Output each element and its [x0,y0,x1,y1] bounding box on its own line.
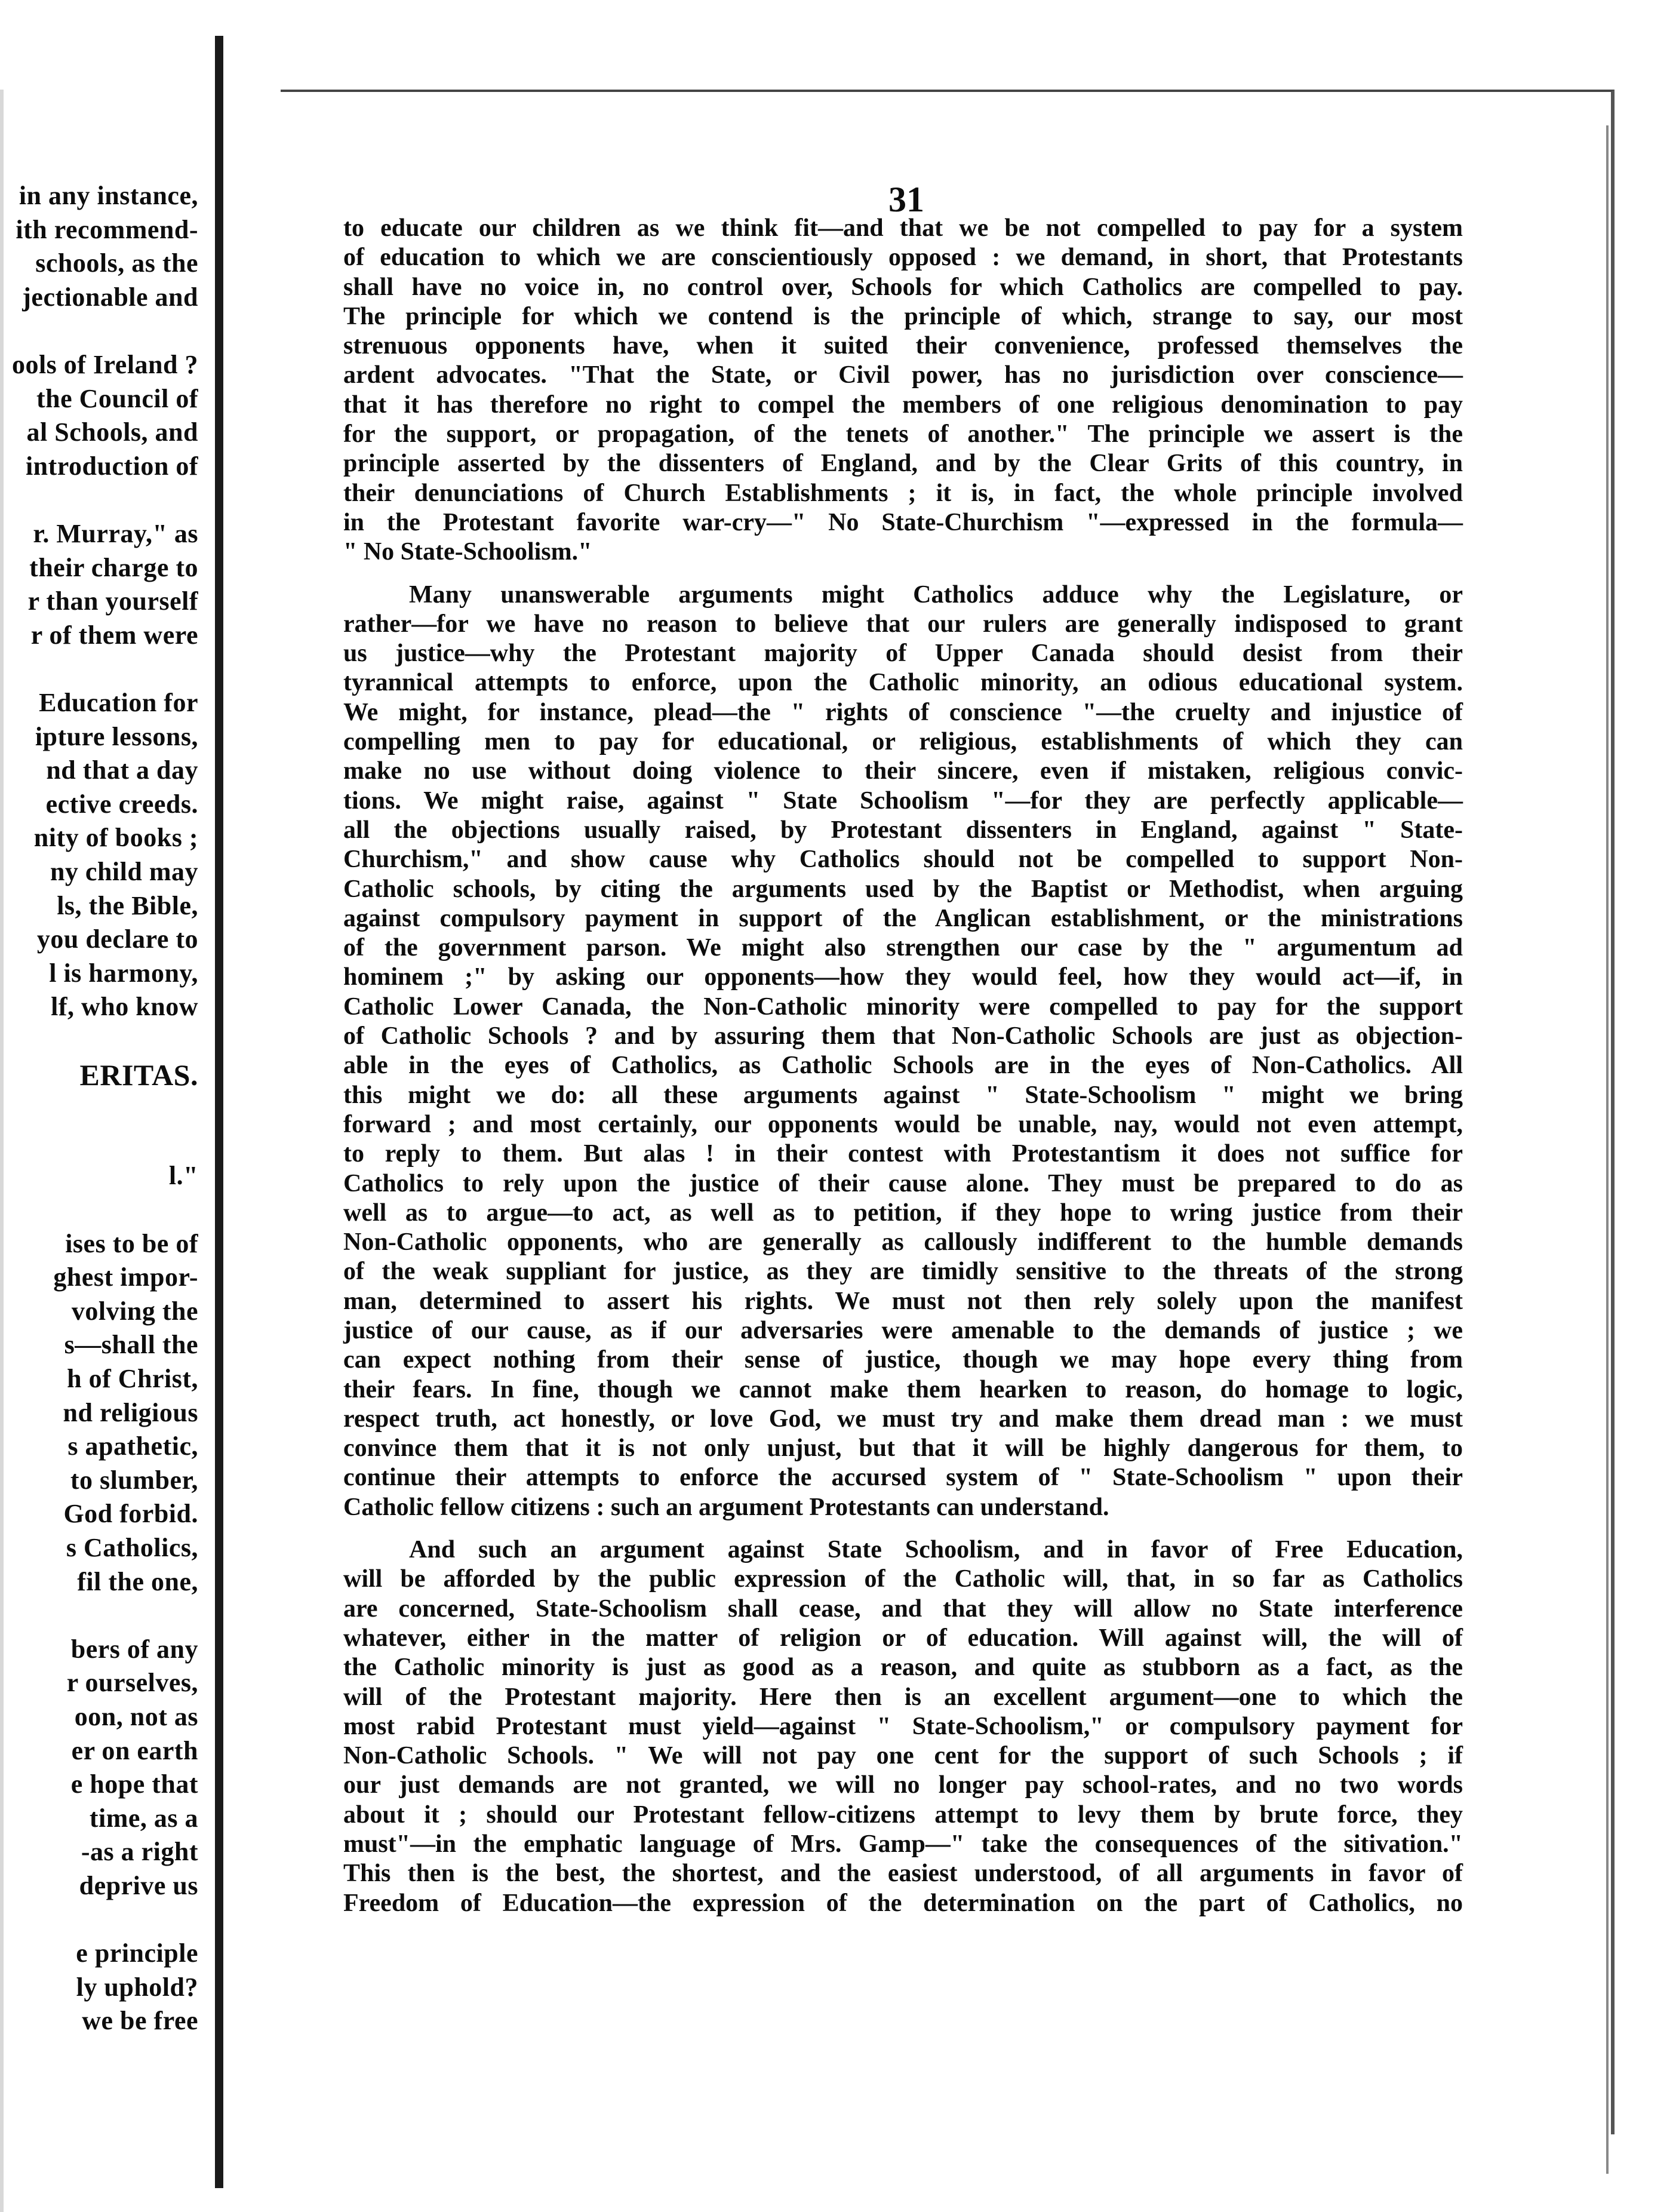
page-edge-shadow [1606,125,1609,2174]
text-line: The principle for which we contend is the principle of which, strange to say, our most [343,302,1463,330]
facing-page-line: e hope that [70,1769,198,1799]
text-line: of education to which we are conscientiously opposed : we demand, in short, that Protestants [343,244,1463,272]
facing-page-line: God forbid. [63,1499,198,1529]
text-line: can expect nothing from their sense of justice, though we may hope every thing from [343,1346,1463,1374]
text-line: justice of our cause, as if our adversaries were amenable to the demands of justice ; we [343,1316,1463,1344]
facing-page-line: l." [168,1161,198,1191]
text-line: the Catholic minority is just as good as a reason, and quite as stubborn as a fact, as the [343,1654,1463,1682]
facing-page-line: ny child may [50,857,198,886]
facing-page-line: their charge to [29,552,198,582]
text-line: respect truth, act honestly, or love God, we must try and make them dread man : we must [343,1405,1463,1433]
text-line: all the objections usually raised, by Protestant dissenters in England, against " State- [343,816,1463,844]
text-line: principle asserted by the dissenters of England, and by the Clear Grits of this country, in [343,450,1463,478]
text-line: well as to argue—to act, as well as to petition, if they hope to wring justice from their [343,1199,1463,1227]
text-line: most rabid Protestant must yield—against " State-Schoolism," or compulsory payment for [343,1712,1463,1740]
text-line: in the Protestant favorite war-cry—" No State-Churchism "—expressed in the formula— [343,508,1463,536]
facing-page-line: in any instance, [19,181,198,210]
text-line: able in the eyes of Catholics, as Catholic Schools are in the eyes of Non-Catholics. All [343,1052,1463,1080]
facing-page-line: time, as a [89,1803,198,1833]
text-line: of the government parson. We might also strengthen our case by the " argumentum ad [343,934,1463,962]
facing-page-line: al Schools, and [26,417,198,447]
facing-page-line: e principle [76,1938,198,1968]
facing-page-line: volving the [71,1296,198,1326]
paragraph-gap [343,567,1463,580]
text-line: Non-Catholic Schools. " We will not pay one cent for the support of such Schools ; if [343,1742,1463,1770]
facing-page-line: r ourselves, [66,1668,198,1698]
text-line: convince them that it is not only unjust, but that it will be highly dangerous for them, to [343,1434,1463,1463]
text-line: forward ; and most certainly, our opponents would be unable, nay, would not even attempt, [343,1110,1463,1138]
facing-page-line: you declare to [36,924,198,954]
facing-page-line: r. Murray," as [33,519,198,548]
facing-page-line: the Council of [36,383,198,413]
text-line: make no use without doing violence to their sincere, even if mistaken, religious convic- [343,757,1463,785]
facing-page-line: nd that a day [46,755,198,785]
text-line: will of the Protestant majority. Here then is an excellent argument—one to which the [343,1683,1463,1711]
text-line: And such an argument against State Schoolism, and in favor of Free Education, [409,1536,1463,1564]
text-line: tyrannical attempts to enforce, upon the Catholic minority, an odious educational system. [343,669,1463,697]
text-line: Catholic Lower Canada, the Non-Catholic minority were compelled to pay for the support [343,993,1463,1021]
facing-page-line: ERITAS. [79,1058,198,1092]
facing-page-line: r of them were [30,620,198,650]
paragraph [343,1535,1463,1918]
text-line: We might, for instance, plead—the " rights of conscience "—the cruelty and injustice of [343,698,1463,726]
page-number: 31 [888,180,924,219]
text-line: hominem ;" by asking our opponents—how they would feel, how they would act—if, in [343,963,1463,991]
facing-page-line: schools, as the [35,248,198,278]
text-line: to reply to them. But alas ! in their contest with Protestantism it does not suffice for [343,1140,1463,1168]
text-line: of Catholic Schools ? and by assuring them that Non-Catholic Schools are just as objection- [343,1022,1463,1050]
facing-page-line: er on earth [71,1735,198,1765]
facing-page-line: deprive us [79,1871,198,1900]
facing-page-line: ipture lessons, [35,721,198,751]
text-line: to educate our children as we think fit—and that we be not compelled to pay for a system [343,214,1463,242]
text-line: strenuous opponents have, when it suited their convenience, professed themselves the [343,332,1463,360]
facing-page-fragment [0,179,203,2150]
facing-page-line: nd religious [63,1397,198,1427]
text-line: Catholic fellow citizens : such an argument Protestants can understand. [343,1493,1109,1521]
facing-page-line: jectionable and [22,282,198,312]
text-line: Catholic schools, by citing the arguments used by the Baptist or Methodist, when arguing [343,875,1463,903]
text-line: Many unanswerable arguments might Catholics adduce why the Legislature, or [409,580,1463,609]
facing-page-line: introduction of [25,451,198,481]
facing-page-line: bers of any [70,1634,198,1664]
text-line: about it ; should our Protestant fellow-citizens attempt to levy them by brute force, they [343,1801,1463,1829]
text-line: of the weak suppliant for justice, as they are timidly sensitive to the threats of the strong [343,1258,1463,1286]
text-line: Churchism," and show cause why Catholics should not be compelled to support Non- [343,846,1463,874]
text-line: will be afforded by the public expression of the Catholic will, that, in so far as Catholics [343,1565,1463,1593]
text-line: shall have no voice in, no control over, Schools for which Catholics are compelled to pay. [343,273,1463,301]
text-line: this might we do: all these arguments against " State-Schoolism " might we bring [343,1081,1463,1109]
text-line: for the support, or propagation, of the tenets of another." The principle we assert is the [343,420,1463,448]
facing-page-line: ly uphold? [76,1972,198,2002]
facing-page-line: to slumber, [70,1465,198,1495]
text-line: This then is the best, the shortest, and the easiest understood, of all arguments in favor of [343,1860,1463,1888]
facing-page-line: ools of Ireland ? [11,350,198,379]
facing-page-line: r than yourself [27,586,198,616]
facing-page-line: l is harmony, [49,958,198,988]
facing-page-line: h of Christ, [67,1364,198,1393]
text-line: are concerned, State-Schoolism shall cease, and that they will allow no State interference [343,1595,1463,1623]
facing-page-line: ective creeds. [45,789,198,819]
page-body [343,214,1463,1918]
facing-page-line: ises to be of [65,1228,198,1258]
text-line: whatever, either in the matter of religion or of education. Will against will, the will of [343,1624,1463,1652]
facing-page-line: nity of books ; [33,823,198,853]
facing-page-line: we be free [82,2006,198,2036]
text-line: rather—for we have no reason to believe that our rulers are generally indisposed to grant [343,610,1463,638]
facing-page-line: oon, not as [74,1702,198,1731]
text-line: continue their attempts to enforce the accursed system of " State-Schoolism " upon their [343,1464,1463,1492]
facing-page-line: s Catholics, [66,1533,198,1562]
text-line: Non-Catholic opponents, who are generally as callously indifferent to the humble demands [343,1228,1463,1256]
text-line: ardent advocates. "That the State, or Civil power, has no jurisdiction over conscience— [343,361,1463,389]
text-line: man, determined to assert his rights. We must not then rely solely upon the manifest [343,1287,1463,1315]
facing-page-line: s—shall the [64,1330,198,1360]
facing-page-line: Education for [39,688,198,717]
facing-page-line: fil the one, [77,1566,198,1596]
text-line: our just demands are not granted, we will no longer pay school-rates, and no two words [343,1771,1463,1799]
text-line: Catholics to rely upon the justice of their cause alone. They must be prepared to do as [343,1169,1463,1197]
facing-page-line: -as a right [81,1837,198,1867]
facing-page-line: ls, the Bible, [57,890,198,920]
text-line: that it has therefore no right to compel the members of one religious denomination to pay [343,391,1463,419]
paragraph [343,580,1463,1523]
text-line: tions. We might raise, against " State Schoolism "—for they are perfectly applicable— [343,787,1463,815]
text-line: must"—in the emphatic language of Mrs. Gamp—" take the consequences of the sitivation." [343,1830,1463,1858]
text-line: their fears. In fine, though we cannot make them hearken to reason, do homage to logic, [343,1375,1463,1403]
text-line: us justice—why the Protestant majority of Upper Canada should desist from their [343,640,1463,668]
book-gutter [215,36,223,2188]
facing-page-line: s apathetic, [67,1431,198,1461]
facing-page-line: lf, who know [51,992,198,1022]
text-line: compelling men to pay for educational, or religious, establishments of which they can [343,728,1463,756]
facing-page-line: ith recommend- [16,214,198,244]
paragraph [343,214,1463,567]
text-line: " No State-Schoolism." [343,538,592,566]
text-line: their denunciations of Church Establishments ; it is, in fact, the whole principle involved [343,479,1463,507]
text-line: against compulsory payment in support of the Anglican establishment, or the ministrations [343,904,1463,932]
facing-page-line: ghest impor- [53,1262,198,1292]
text-line: Freedom of Education—the expression of the determination on the part of Catholics, no [343,1889,1463,1917]
paragraph-gap [343,1522,1463,1535]
